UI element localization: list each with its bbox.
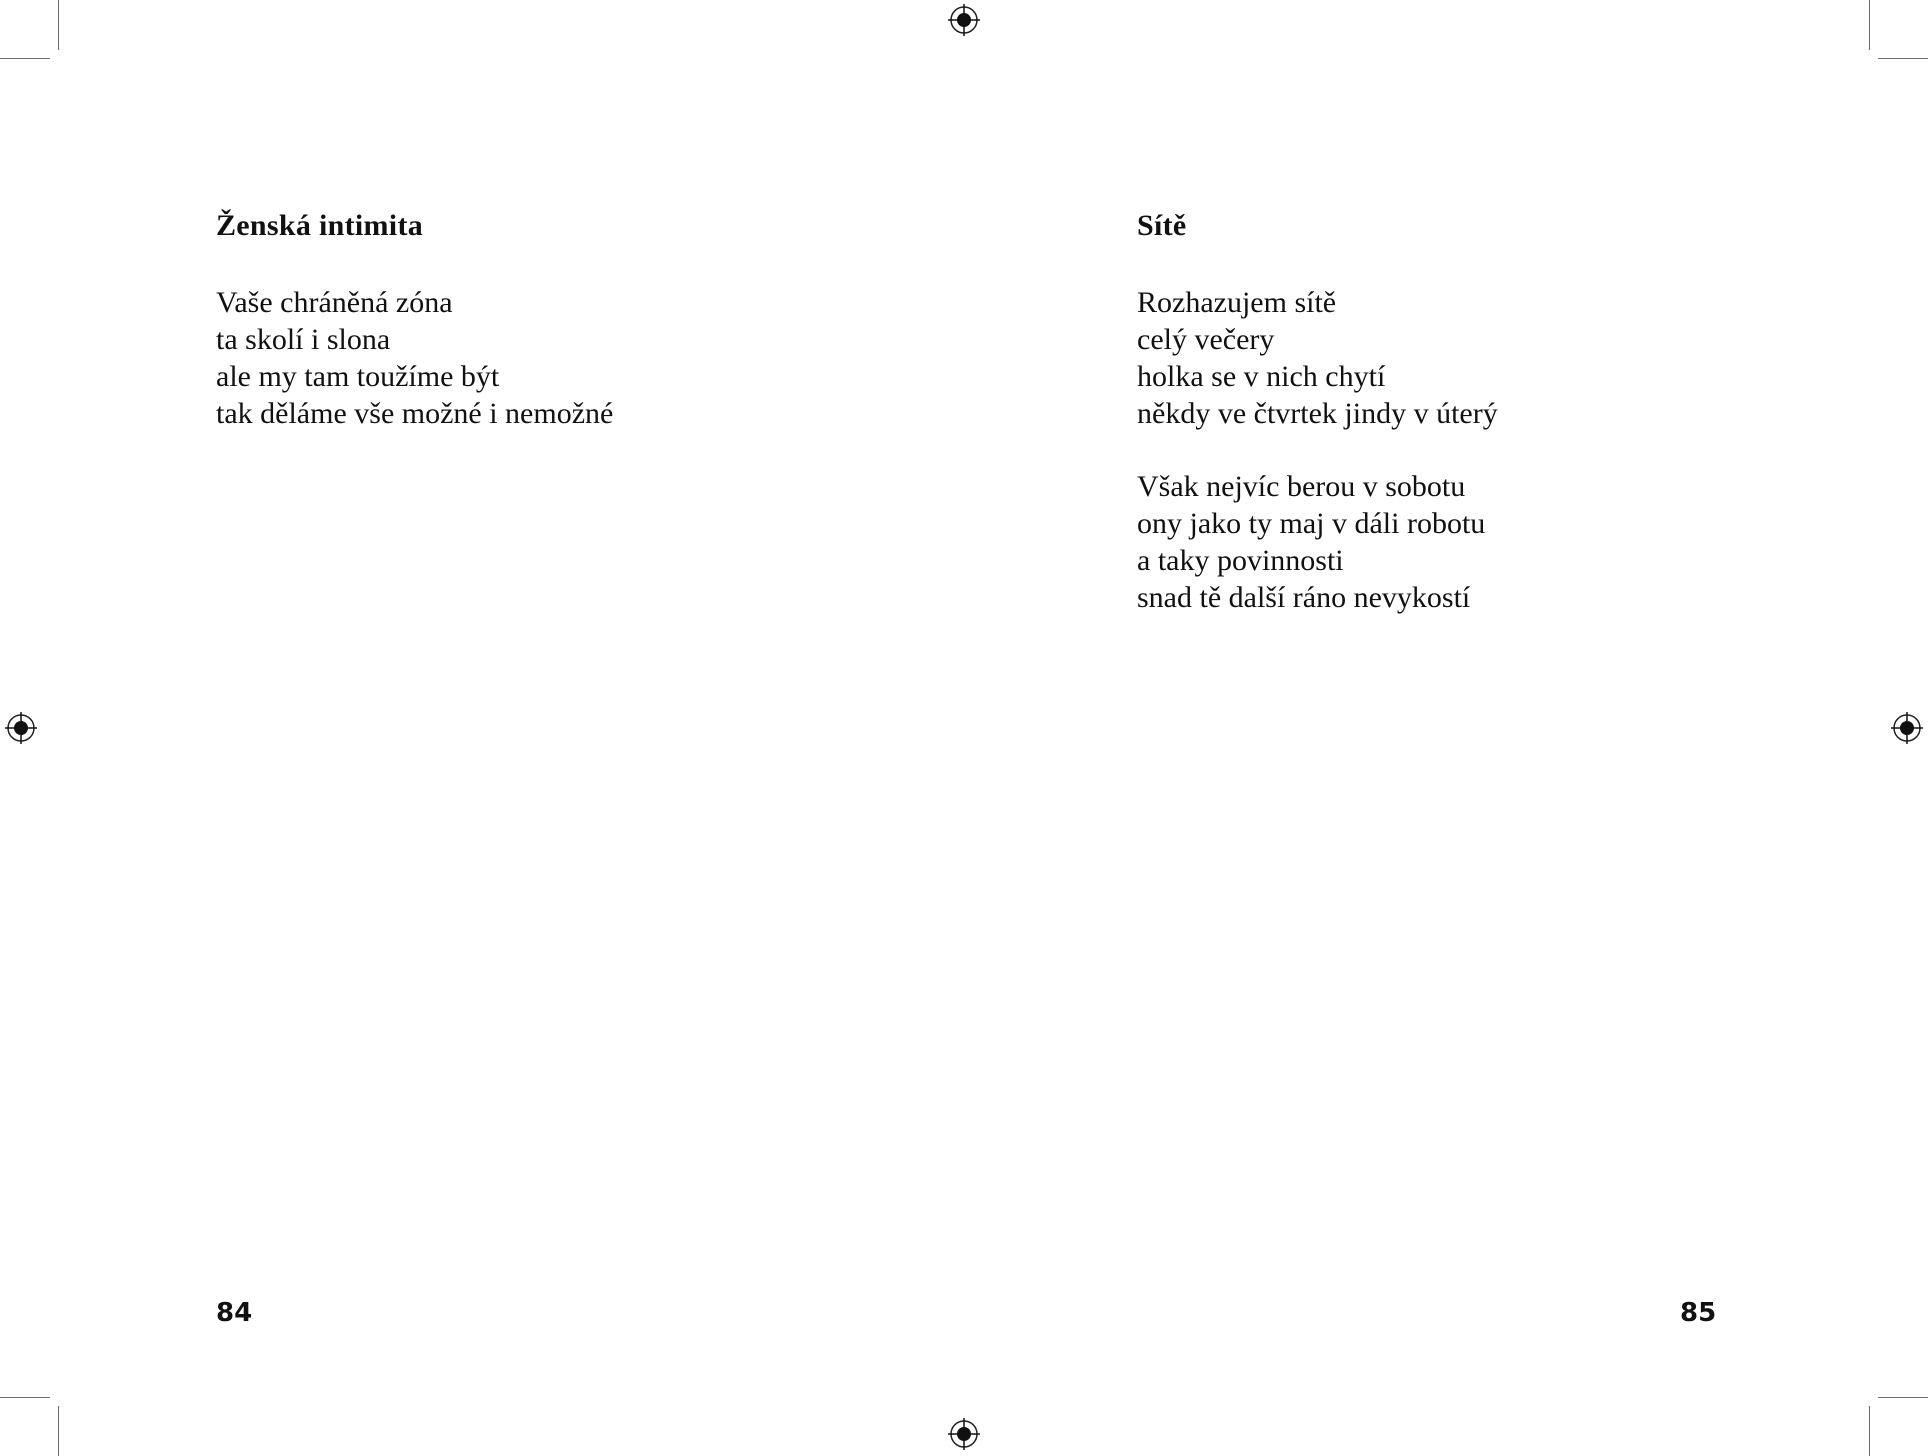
poem-title: Sítě [1137, 209, 1187, 242]
poem-line: celý večery [1137, 323, 1275, 356]
poem-line: Však nejvíc berou v sobotu [1137, 470, 1466, 503]
poem-line: snad tě další ráno nevykostí [1137, 581, 1471, 614]
page-number: 84 [216, 1298, 253, 1328]
poem-line: Vaše chráněná zóna [216, 286, 453, 319]
poem-line: ony jako ty maj v dáli robotu [1137, 507, 1486, 540]
poem-line: někdy ve čtvrtek jindy v úterý [1137, 397, 1498, 430]
right-page [964, 0, 1928, 1456]
poem-line: tak děláme vše možné i nemožné [216, 397, 614, 430]
poem-line: Rozhazujem sítě [1137, 286, 1337, 319]
page-number: 85 [1680, 1298, 1717, 1328]
poem-title: Ženská intimita [216, 209, 424, 242]
poem-stanza [1137, 468, 1485, 616]
poem-line: a taky povinnosti [1137, 544, 1344, 577]
poem-stanza [216, 284, 613, 432]
poem-stanza [1137, 284, 1498, 432]
poem-line: ta skolí i slona [216, 323, 391, 356]
poem-line: ale my tam toužíme být [216, 360, 500, 393]
poem-line: holka se v nich chytí [1137, 360, 1386, 393]
